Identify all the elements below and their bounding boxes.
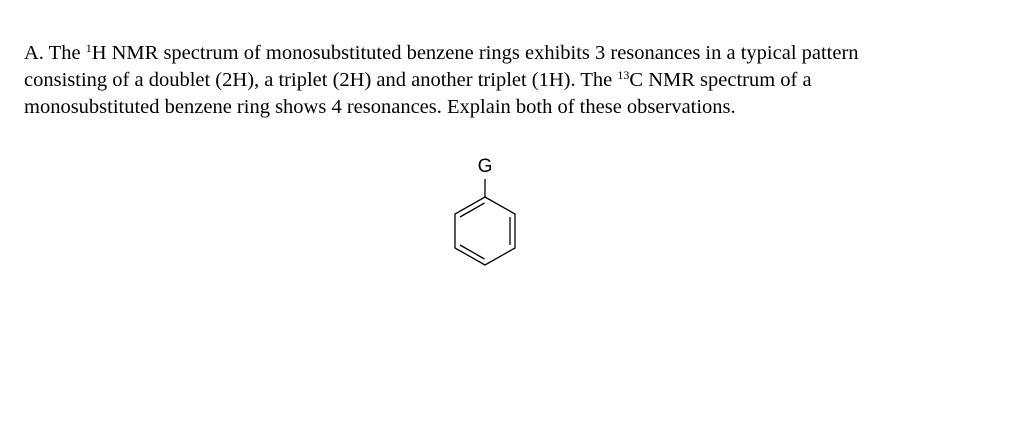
- question-line-2: [24, 67, 1009, 94]
- question-line-1-end: H NMR spectrum of monosubstituted benzene rings exhibits 3 resonances in a typical pattern: [91, 42, 859, 64]
- monosubstituted-benzene-structure: [440, 150, 530, 275]
- question-line-2-end: C NMR spectrum of a: [629, 69, 812, 91]
- double-bond-upper-left: [460, 203, 485, 217]
- double-bond-lower-left: [460, 245, 485, 259]
- question-line-2-start: consisting of a doublet (2H), a triplet (2H) and another triplet (1H). The: [24, 69, 618, 91]
- proton-superscript: 1: [85, 41, 92, 55]
- question-line-1: [24, 40, 1009, 67]
- question-line-1-start: A. The: [24, 42, 86, 64]
- carbon-superscript: 13: [617, 68, 630, 82]
- question-line-3: monosubstituted benzene ring shows 4 resonances. Explain both of these observations.: [24, 96, 736, 118]
- question-text: [24, 40, 1009, 121]
- benzene-ring: [455, 197, 515, 265]
- substituent-label: G: [477, 156, 493, 177]
